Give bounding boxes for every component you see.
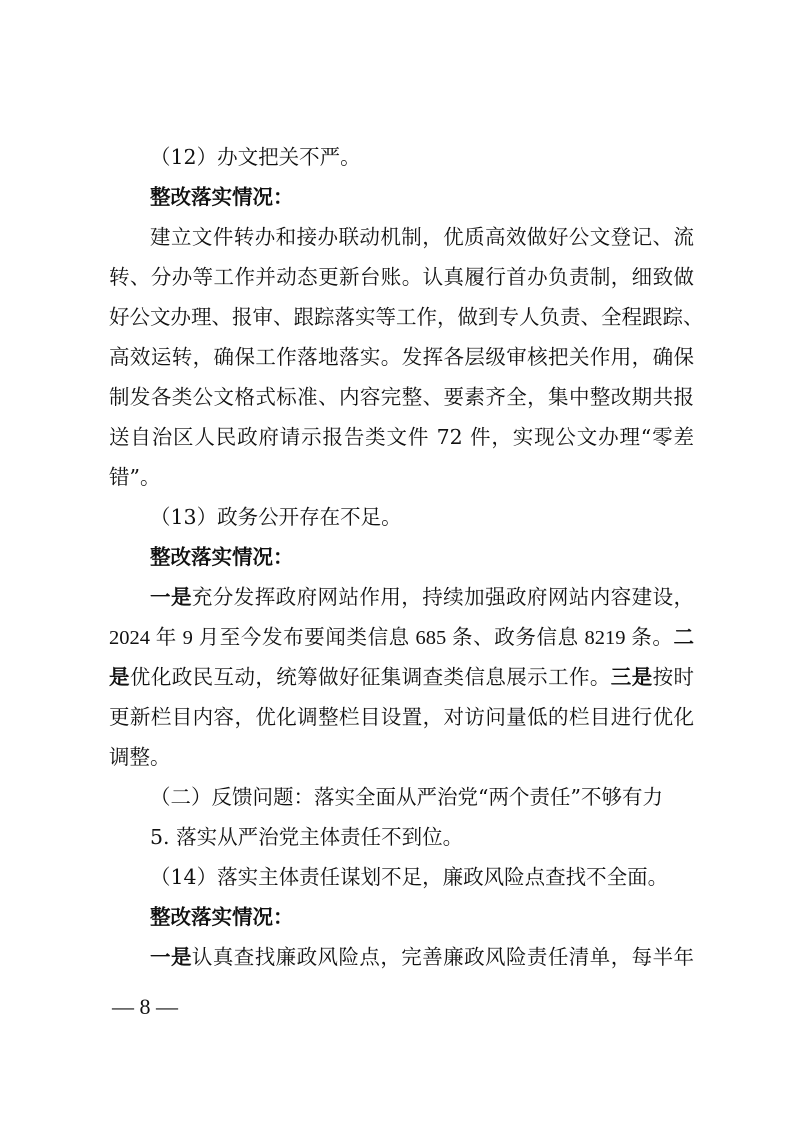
para13-line-3 bbox=[109, 662, 694, 692]
point-one-marker: 一是 bbox=[150, 585, 192, 609]
para12-line-2: 转、分办等工作并动态更新台账。认真履行首办负责制，细致做 bbox=[109, 265, 694, 289]
heading-14: 整改落实情况： bbox=[150, 905, 294, 929]
para12-line-6: 送自治区人民政府请示报告类文件 72 件，实现公文办理“零差 bbox=[109, 425, 694, 449]
para12-line-4: 高效运转，确保工作落地落实。发挥各层级审核把关作用，确保 bbox=[109, 345, 694, 369]
page-number: — 8 — bbox=[112, 994, 178, 1019]
heading-12: 整改落实情况： bbox=[150, 185, 294, 209]
para12-line-7: 错”。 bbox=[109, 465, 161, 489]
point-5: 5. 落实从严治党主体责任不到位。 bbox=[150, 825, 464, 849]
para13-line-4: 更新栏目内容，优化调整栏目设置，对访问量低的栏目进行优化 bbox=[109, 705, 694, 729]
point-two-marker-b: 是 bbox=[109, 665, 130, 689]
heading-13: 整改落实情况： bbox=[150, 545, 294, 569]
para13-line-2 bbox=[109, 622, 694, 653]
para14-line-1-text: 认真查找廉政风险点，完善廉政风险责任清单，每半年 bbox=[191, 945, 695, 969]
item-13: （13）政务公开存在不足。 bbox=[150, 505, 402, 529]
point-one-marker-14: 一是 bbox=[150, 945, 192, 969]
para12-line-3: 好公文办理、报审、跟踪落实等工作，做到专人负责、全程跟踪、 bbox=[109, 305, 704, 329]
para13-line-1-text: 充分发挥政府网站作用，持续加强政府网站内容建设， bbox=[191, 585, 695, 609]
point-three-marker: 三是 bbox=[610, 665, 653, 689]
section-2-title: （二）反馈问题：落实全面从严治党“两个责任”不够有力 bbox=[150, 785, 663, 809]
para14-line-1 bbox=[150, 942, 694, 972]
para13-line-3-text: 优化政民互动，统筹做好征集调查类信息展示工作。 bbox=[129, 665, 611, 689]
para12-line-1: 建立文件转办和接办联动机制，优质高效做好公文登记、流 bbox=[150, 225, 694, 249]
item-14: （14）落实主体责任谋划不足，廉政风险点查找不全面。 bbox=[150, 865, 669, 889]
point-two-marker-a: 二 bbox=[673, 625, 694, 649]
para13-line-3-tail: 按时 bbox=[652, 665, 695, 689]
item-12: （12）办文把关不严。 bbox=[150, 145, 361, 169]
para12-line-5: 制发各类公文格式标准、内容完整、要素齐全，集中整改期共报 bbox=[109, 385, 694, 409]
para13-line-5: 调整。 bbox=[109, 745, 171, 769]
para13-line-2-text: 2024 年 9 月至今发布要闻类信息 685 条、政务信息 8219 条。 bbox=[109, 627, 674, 649]
para13-line-1 bbox=[150, 582, 694, 612]
